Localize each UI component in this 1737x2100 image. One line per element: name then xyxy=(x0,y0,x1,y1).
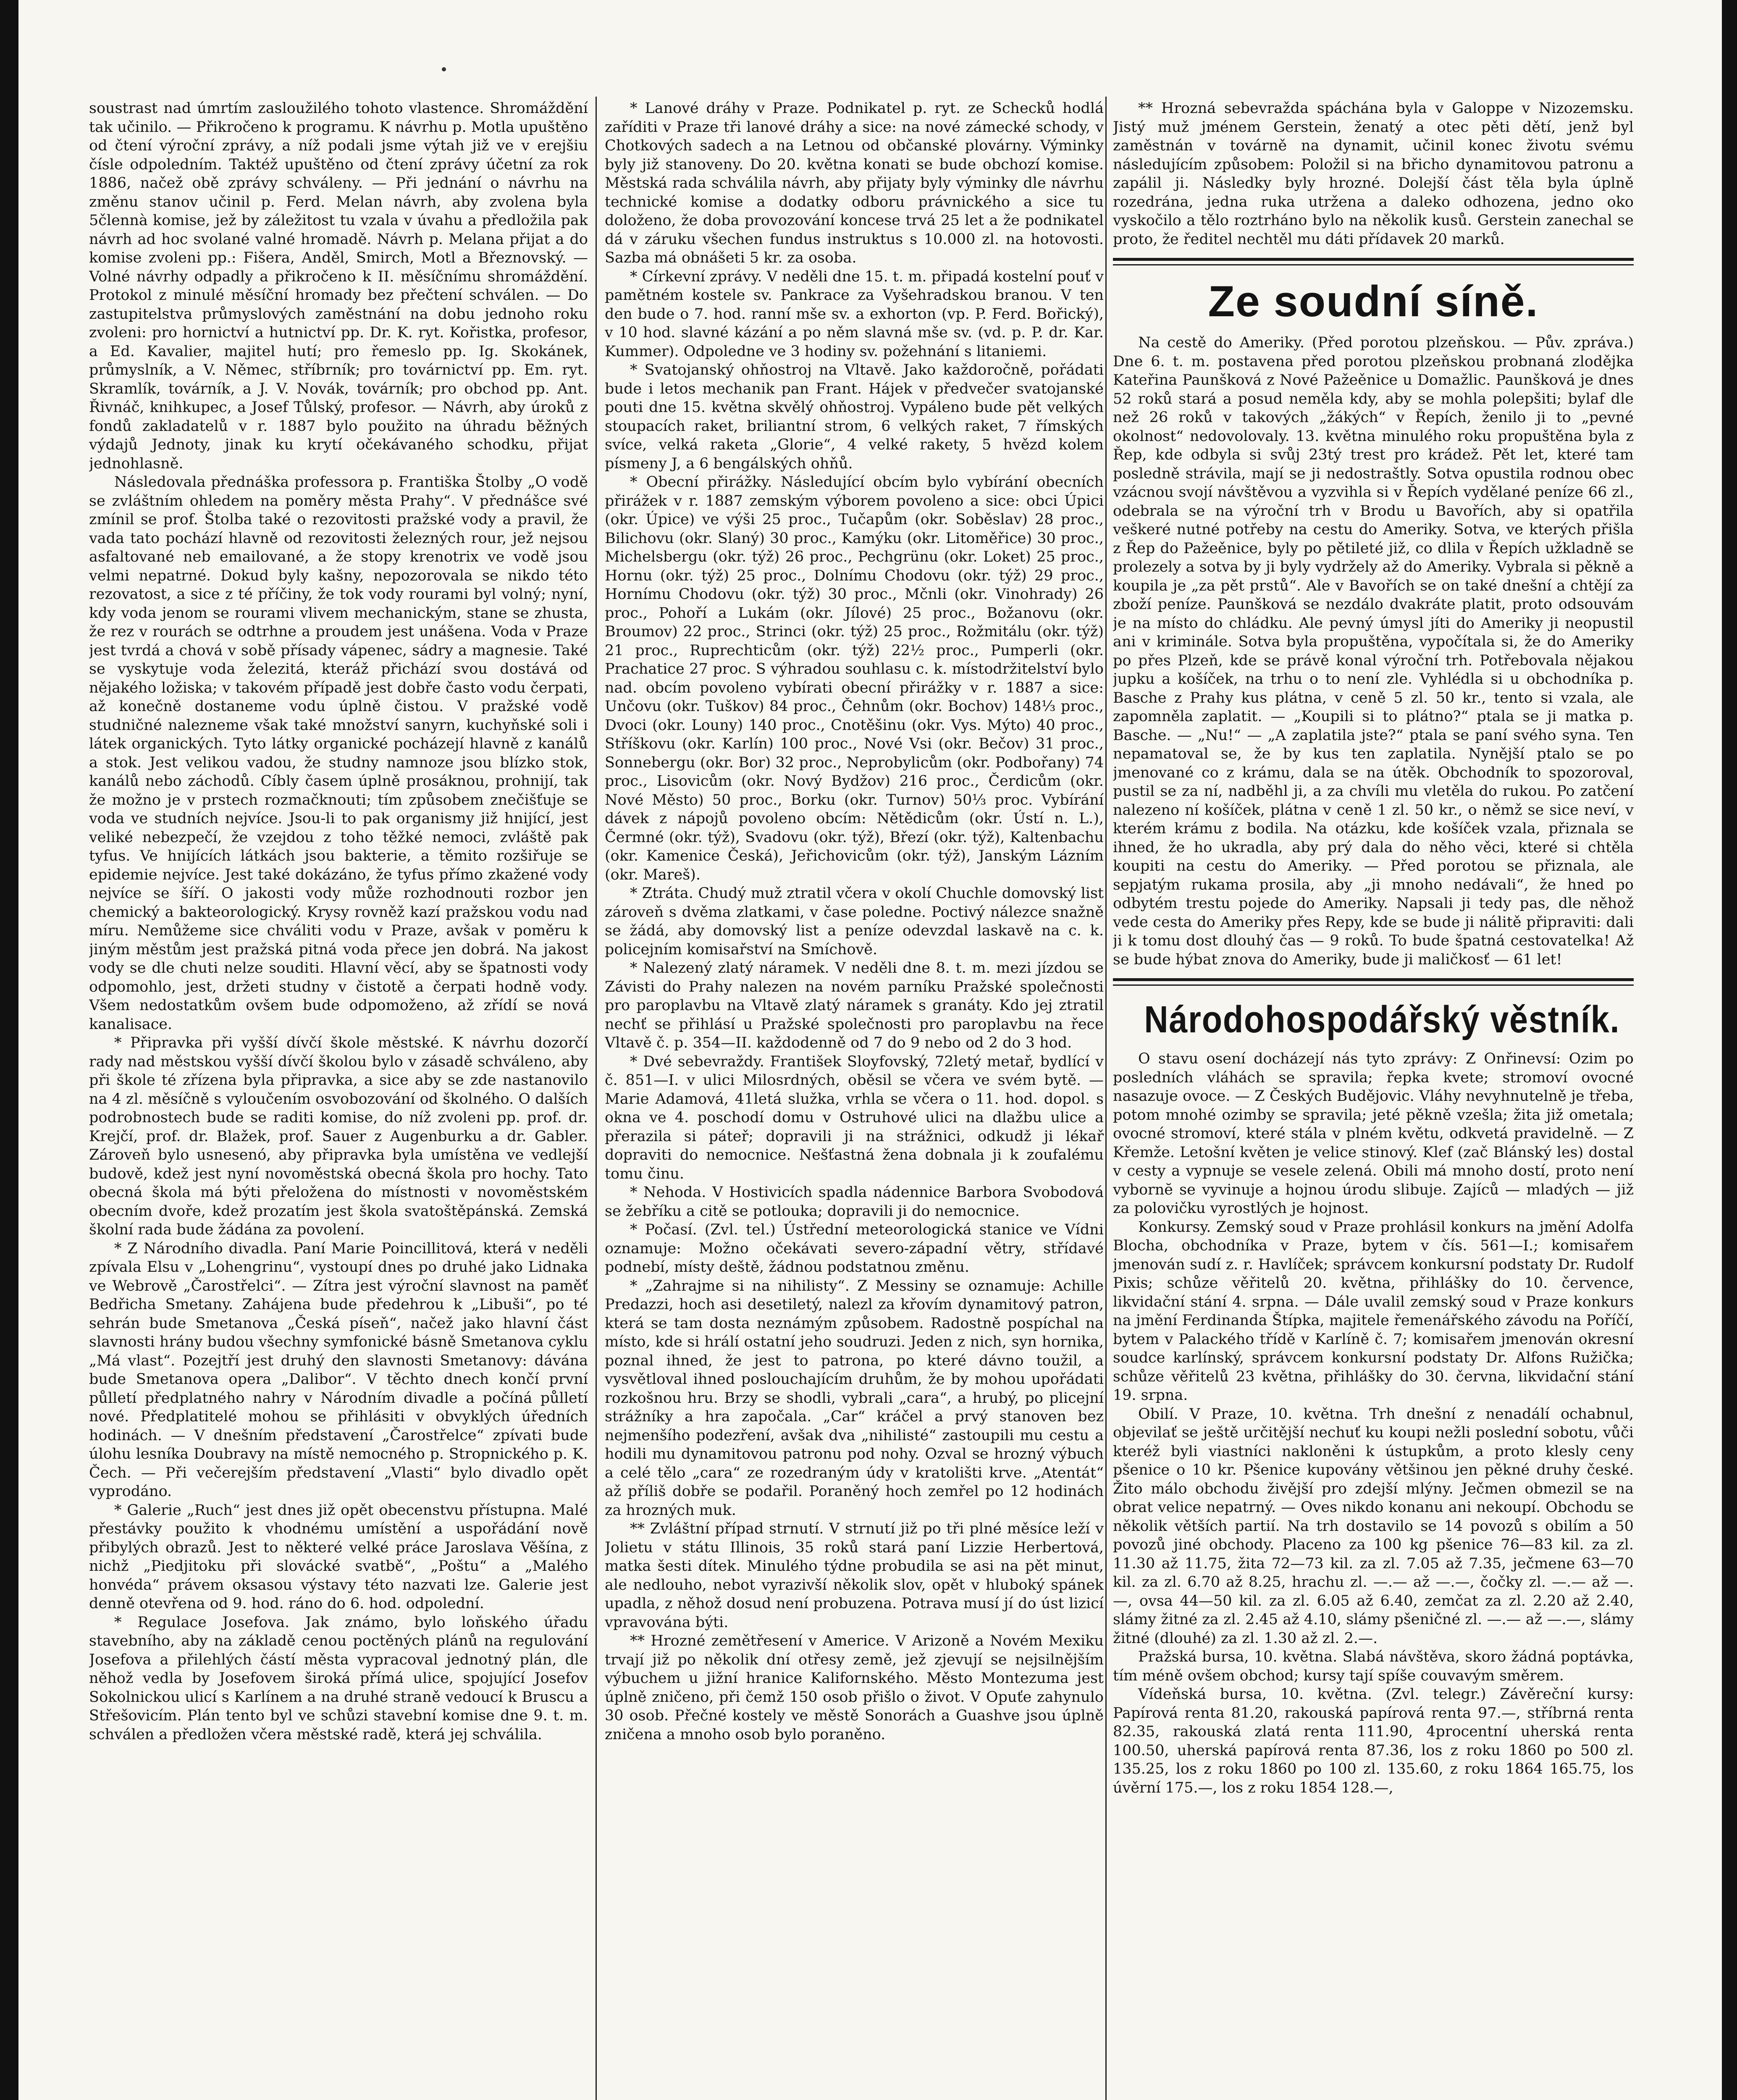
section-title-economy: Národohospodářský věstník. xyxy=(1144,999,1620,1041)
section-rule xyxy=(1113,978,1634,981)
section-rule xyxy=(1113,258,1634,261)
article-paragraph: * Nalezený zlatý náramek. V neděli dne 8. t. m. mezi jízdou se Závisti do Prahy nalezen na novém parníku Pražské společnosti pro paroplavbu na Vltavě zlatý náramek s granáty. Kdo jej ztratil nechť se přihlásí u Pražské společnosti pro paroplavbu na řece Vltavě č. p. 354—II. každodenně od 7 do 9 nebo od 2 do 3 hod. xyxy=(605,960,1104,1051)
column-rule-1 xyxy=(596,97,597,2100)
article-paragraph: Konkursy. Zemský soud v Praze prohlásil konkurs na jmění Adolfa Blocha, obchodníka v Praze, bytem v čís. 561—I.; komisařem jmenován sudí z. r. Havlíček; správcem konkursní podstaty Dr. Rudolf Pixis; schůze věřitelů 20. května, přihlášky do 10. července, likvidační stání 4. srpna. — Dále uvalil zemský soud v Praze konkurs na jmění Ferdinanda Štípka, majitele řemenářského závodu na Poříčí, bytem v Palackého třídě v Karlíně č. 7; komisařem jmenován okresní soudce karlínský, správcem konkursní podstaty Dr. Alfons Ružička; schůze věřitelů 23 května, přihlášky do 30. června, likvidační stání 19. srpna. xyxy=(1113,1218,1634,1404)
section-rule-thin xyxy=(1113,984,1634,986)
scan-speck xyxy=(442,67,446,71)
article-paragraph: * Ztráta. Chudý muž ztratil včera v okolí Chuchle domovský list zároveň s dvěma zlatkami, v čase poledne. Poctivý nálezce snažně se žádá, aby domovský list a peníze odevzdal laskavě na c. k. policejním komisařství na Smíchově. xyxy=(605,885,1104,958)
scan-edge-left xyxy=(0,0,18,2100)
column-middle xyxy=(605,99,1104,2100)
article-paragraph: Na cestě do Ameriky. (Před porotou plzeňskou. — Pův. zpráva.) Dne 6. t. m. postavena před porotou plzeňskou probnaná zlodějka Kateřina Paunšková z Nové Pažeěnice u Domažlic. Paunšková je dnes 52 roků stará a posud neměla kdy, aby se mohla polepšiti; bylaf dle než 26 roků v takových „žákých“ v Řepích, ženilo ji to „pevné okolnost“ nedovolovaly. 13. května minulého roku propuštěna byla z Řep, kde odbyla si svůj 23tý trest pro krádež. Pět let, které tam posledně strávila, mají se ji nedostraštly. Sotva opustila rodnou obec vzácnou svojí návštěvou a vyzvihla si v Řepích vydělané peníze 66 zl., odebrala se na výroční trh v Brodu u Bavořích, aby si opatřila veškeré nutné potřeby na cestu do Ameriky. Sotva, ve kterých přišla z Řep do Pažeěnice, byly po pětileté již, co dlila v Řepích užkladně se prolezely a sotva by ji byly vydržely až do Ameriky. Vybrala si pěkně a koupila je „za pět prstů“. Ale v Bavořích se on také dnešní a chtějí za zboží peníze. Paunšková se nezdálo dvakráte platit, proto odsouvám je na místo do chládku. Ale pevný úmysl jíti do Ameriky ji neopustil ani v kriminále. Sotva byla propuštěna, vypočítala si, že do Ameriky po přes Plzeň, kde se právě konal výroční trh. Potřebovala nějakou jupku a košíček, na trhu o to není zle. Vyhlédla si u obchodníka p. Basche z Prahy kus plátna, v ceně 5 zl. 50 kr., tento si vzala, ale zapomněla zaplatit. — „Koupili si to plátno?“ ptala se ji matka p. Basche. — „Nu!“ — „A zaplatila jste?“ ptala se paní svého syna. Ten nepamatoval se, že by kus ten zaplatila. Nynější ptalo se po jmenované co z krámu, dala se na útěk. Obchodník to spozoroval, pustil se za ní, nadběhl ji, a za chvíli mu vletěla do rukou. Po zatčení nalezeno ní košíček, plátna v ceně 1 zl. 50 kr., o němž se sice neví, v kterém krámu z bodila. Na otázku, kde košíček vzala, přiznala se ihned, že ho ukradla, aby prý dala do něho věci, které si chtěla koupiti na cestu do Ameriky. — Před porotou se přiznala, ale sepjatým rukama prosila, aby „ji mnoho nedávali“, že hned po odbytém trestu pojede do Ameriky. Napsali ji tedy pas, dle něhož vede cesta do Ameriky přes Repy, kde se bude ji nálitě připraviti: dali ji k tomu dost dlouhý čas — 9 roků. To bude špatná cestovatelka! Až se bude hýbat znova do Ameriky, bude ji maličkosť — 61 let! xyxy=(1113,334,1634,968)
section-title-court: Ze soudní síně. xyxy=(1208,277,1539,326)
article-paragraph: * Lanové dráhy v Praze. Podnikatel p. ryt. ze Schecků hodlá zaříditi v Praze tři lanové dráhy a sice: na nové zámecké schody, v Chotkových sadech a na Letnou od občanské plovárny. Výminky byly již stanoveny. Do 20. května konati se bude obchozí komise. Městská rada schválila návrh, aby přijaty byly výminky dle návrhu technické komise a dodatky odboru právnického a sice tu doloženo, že doba provozování koncese trvá 25 let a že podnikatel dá v záruku všechen fundus instruktus s 10.000 zl. na hotovosti. Sazba má obnášeti 5 kr. za osoba. xyxy=(605,100,1104,266)
article-paragraph: * Z Národního divadla. Paní Marie Poincillitová, která v neděli zpívala Elsu v „Lohengrinu“, vystoupí dnes po druhé jako Lidnaka ve Webrově „Čarostřelci“. — Zítra jest výroční slavnost na paměť Bedřicha Smetany. Zahájena bude předehrou k „Libuši“, po té sehrán bude Smetanova „Česká píseň“, načež jako hlavní část slavnosti hrány budou všechny symfonické básně Smetanova cyklu „Má vlast“. Pozejtří jest druhý den slavnosti Smetanovy: dávána bude Smetanova opera „Dalibor“. V těchto dnech končí první půlletí předplatného nahry v Národním divadle a počíná půlletí nové. Předplatitelé mohou se přihlásiti v obvyklých úředních hodinách. — V dnešním představení „Čarostřelce“ zpívati bude úlohu lesníka Doubravy na místě nemocného p. Stropnického p. K. Čech. — Při večerejším představení „Vlasti“ bylo divadlo opět vyprodáno. xyxy=(89,1240,588,1500)
article-paragraph: * Regulace Josefova. Jak známo, bylo loňského úřadu stavebního, aby na základě cenou poctěných plánů na regulování Josefova a přilehlých částí města vypracoval jednotný plán, dle něhož vedla by Josefovem široká přímá ulice, spojující Josefov Sokolnickou ulicí s Karlínem a na druhé straně vedoucí k Bruscu a Střešovicím. Plán tento byl ve schůzi stavební komise dne 9. t. m. schválen a předložen včera městské radě, která jej schválila. xyxy=(89,1614,588,1743)
article-paragraph: ** Hrozná sebevražda spáchána byla v Galoppe v Nizozemsku. Jistý muž jménem Gerstein, ženatý a otec pěti dětí, jenž byl zaměstnán v továrně na dynamit, učinil konec životu svému následujícím způsobem: Položil si na břicho dynamitovou patronu a zapálil ji. Následky byly hrozné. Dolejší část těla byla úplně rozedrána, jedna ruka utržena a daleko odhozena, jedno oko vyskočilo a tělo roztrháno bylo na několik kusů. Gerstein zanechal se proto, že ředitel nechtěl mu dáti přídavek 20 marků. xyxy=(1113,100,1634,248)
article-paragraph: Obilí. V Praze, 10. května. Trh dnešní z nenadálí ochabnul, objevilať se ještě určitější nechuť ku koupi nežli poslední sobotu, vůči kteréž byli viastníci nakloněni k ústupkům, a proto klesly ceny pšenice o 10 kr. Pšenice kupovány většinou jen pěkné druhy české. Žito málo obchodu živější pro zdejší mlýny. Ječmen obmezil se na obrat velice nepatrný. — Oves nikdo konanu ani nekoupí. Obchodu se několik větších partií. Na trh dostavilo se 14 povozů s obilím a 50 povozů jiné obchody. Placeno za 100 kg pšenice 76—83 kil. za zl. 11.30 až 11.75, žita 72—73 kil. za zl. 7.05 až 7.35, ječmene 63—70 kil. za zl. 6.70 až 8.25, hrachu zl. —.— až —.—, čočky zl. —.— až —.—, ovsa 44—50 kil. za zl. 6.05 až 6.40, zemčat za zl. 2.20 až 2.40, slámy žitné za zl. 2.45 až 4.10, slámy pšeničné zl. —.— až —.—, slámy žitné (dlouhé) za zl. 1.30 až zl. 2.—. xyxy=(1113,1405,1634,1647)
column-rule-2 xyxy=(1105,97,1107,2100)
article-paragraph: * Obecní přirážky. Následující obcím bylo vybírání obecních přirážek v r. 1887 zemským výborem povoleno a sice: obci Úpici (okr. Úpice) ve výši 25 proc., Tučapům (okr. Soběslav) 28 proc., Bilichovu (okr. Slaný) 30 proc., Kamýku (okr. Litoměřice) 30 proc., Michelsbergu (okr. týž) 26 proc., Pechgrünu (okr. Loket) 25 proc., Hornu (okr. týž) 25 proc., Dolnímu Chodovu (okr. týž) 29 proc., Hornímu Chodovu (okr. týž) 30 proc., Mčnli (okr. Vinohrady) 26 proc., Pohoří a Lukám (okr. Jílové) 25 proc., Božanovu (okr. Broumov) 22 proc., Strinci (okr. týž) 25 proc., Rožmitálu (okr. týž) 21 proc., Ruprechticům (okr. týž) 22½ proc., Pumperli (okr. Prachatice 27 proc. S výhradou souhlasu c. k. místodržitelství bylo nad. obcím povoleno vybírati obecní přirážky v r. 1887 a sice: Unčovu (okr. Tuškov) 84 proc., Čehnům (okr. Bochov) 148⅓ proc., Dvoci (okr. Louny) 140 proc., Cnotěšinu (okr. Vys. Mýto) 40 proc., Stříškovu (okr. Karlín) 100 proc., Nové Vsi (okr. Bečov) 31 proc., Sonnebergu (okr. Bor) 32 proc., Neprobylicům (okr. Podbořany) 74 proc., Lisovicům (okr. Nový Bydžov) 216 proc., Čerdicům (okr. Nové Město) 50 proc., Borku (okr. Turnov) 50⅓ proc. Vybírání dávek z nápojů povoleno obcím: Nětědicům (okr. Ústí n. L.), Čermné (okr. týž), Svadovu (okr. týž), Březí (okr. týž), Kaltenbachu (okr. Kamenice Česká), Jeřichovicům (okr. týž), Janským Lázním (okr. Mareš). xyxy=(605,474,1104,883)
article-paragraph: * Dvé sebevraždy. František Sloyfovský, 72letý metař, bydlící v č. 851—I. v ulici Milosrdných, oběsil se včera ve svém bytě. — Marie Adamová, 41letá služka, vrhla se včera o 11. hod. dopol. s okna ve 4. poschodí domu v Ostruhové ulici na dlažbu ulice a přerazila si páteř; dopravili ji na strážnici, odkudž ji lékař dopraviti do nemocnice. Nešťastná žena dobnala ji k zoufalému tomu činu. xyxy=(605,1053,1104,1182)
article-paragraph: * Galerie „Ruch“ jest dnes již opět obecenstvu přístupna. Malé přestávky použito k vhodnému umístění a uspořádání nově přibylých obrazů. Jest to některé velké práce Jaroslava Věšína, z nichž „Piedjitoku při slovácké svatbě“, „Poštu“ a „Malého honvéda“ právem oksasou výstavy této nazvati lze. Galerie jest denně otevřena od 9. hod. ráno do 6. hod. odpolední. xyxy=(89,1502,588,1612)
article-paragraph: * Svatojanský ohňostroj na Vltavě. Jako každoročně, pořádati bude i letos mechanik pan Frant. Hájek v předvečer svatojanské pouti dne 15. května skvělý ohňostroj. Vypáleno bude pět velkých stoupacích raket, briliantní strom, 6 velkých raket, 7 římských svíce, velká raketa „Glorie“, 4 velké rakety, 5 hvězd kolem písmeny J, a 6 bengálských ohňů. xyxy=(605,362,1104,472)
scan-edge-right xyxy=(1722,0,1737,2100)
article-paragraph: soustrast nad úmrtím zasloužilého tohoto vlastence. Shromáždění tak učinilo. — Přikročeno k programu. K návrhu p. Motla upuštěno od čtení výroční zprávy, a níž podali jsme výtah již ve v erejšiu čísle odpoledním. Taktéž upuštěno od čtení zprávy účetní za rok 1886, načež obě zprávy schváleny. — Při jednání o návrhu na změnu stanov učinil p. Ferd. Melan návrh, aby zvolena byla 5člennà komise, jež by záležitost tu vzala v úvahu a předložila pak návrh ad hoc svolané valné hromadě. Návrh p. Melana přijat a do komise zvoleni pp.: Fišera, Anděl, Smirch, Motl a Březnovský. — Volné návrhy odpadly a přikročeno k II. měsíčnímu shromáždění. Protokol z minulé měsíční hromady bez přečtení schválen. — Do zastupitelstva průmyslových zaměstnání na dobu jednoho roku zvoleni: pro hornictví a hutnictví pp. Dr. K. ryt. Kořistka, profesor, a Ed. Kavalier, majitel hutí; pro řemeslo pp. Ig. Skokánek, průmyslník, a V. Němec, stříbrník; pro továrnictví pp. Em. ryt. Skramlík, továrník, a J. V. Novák, továrník; pro obchod pp. Ant. Řivnáč, knihkupec, a Josef Tůlský, profesor. — Návrh, aby úroků z fondů zakladatelů v r. 1887 bylo použito na úhradu běžných výdajů Jednoty, jinak ku krytí očekávaného schodku, přijat jednohlasně. xyxy=(89,100,588,472)
article-paragraph: Následovala přednáška professora p. Františka Štolby „O vodě se zvláštním ohledem na poměry města Prahy“. V přednášce své zmínil se prof. Štolba také o rezovitosti pražské vody a pravil, že vada tato pochází hlavně od rezovitosti železných rour, jež nejsou asfaltované neb emailované, a že stopy krenotrix ve vodě jsou velmi nepatrné. Dokud byly kašny, nepozorovala se nikdo této rezovatost, a sice z té příčiny, že tok vody rourami byl volný; nyní, kdy voda jenom se rourami vlivem mechanickým, stane se zhusta, že rez v rourách se odtrhne a proudem jest unášena. Voda v Praze jest tvrdá a chová v sobě přísady vápenec, sádry a magnesie. Také se vyskytuje voda železitá, kteráž přichází svou dostává od nějakého ložiska; v takovém případě jest dobře často vodu čerpati, až konečně dostaneme vodu úplně čistou. V pražské vodě studničné nalezneme však také množství sanyrn, kuchyňské soli i látek organických. Tyto látky organické pocházejí hlavně z kanálů a stok. Jest velikou vadou, že studny namnoze jsou blízko stok, kanálů nebo záchodů. Cíbly časem úplně prosáknou, prohnijí, tak že možno je v prstech rozmačknouti; tím způsobem znečišťuje se voda ve studních nejvíce. Jsou-li to pak organismy již hnijící, jest veliké nebezpečí, že vzejdou z toho těžké nemoci, zvláště pak tyfus. Ve hnijících látkách jsou bakterie, a těmito rozšiřuje se epidemie nejvíce. Jest také dokázáno, že tyfus přímo zkažené vody nejvíce se šíří. O jakosti vody může rozhodnouti rozbor jen chemický a bakteorologický. Krysy rovněž kazí pražskou vodu nad míru. Nemůžeme sice chváliti vodu v Praze, avšak v poměru k jiným městům jest pražská pitná voda přece jen dobrá. Na jakost vody se dle chuti nelze souditi. Hlavní věcí, aby se špatnosti vody odpomohlo, jest, držeti studny v čistotě a čerpati hodně vody. Všem nedostatkům ovšem bude odpomoženo, až zřídí se nová kanalisace. xyxy=(89,474,588,1033)
article-paragraph: * Připravka při vyšší dívčí škole městské. K návrhu dozorčí rady nad městskou vyšší dívčí školou bylo v zásadě schváleno, aby při škole té zřízena byla připravka, a sice aby se zde nastanovilo na 4 zl. měsíčně s vyloučením osvobozování od školného. O dalších podrobnostech bude se raditi komise, do níž zvoleni pp. prof. dr. Krejčí, prof. dr. Blažek, prof. Sauer z Augenburku a dr. Gabler. Zároveň bylo usnesenó, aby připravka byla umístěna ve vedlejší budově, kdež jest nyní novoměstská obecná škola pro hochy. Tato obecná škola má býti přeložena do místnosti v novoměstském obecním dvoře, kdež prozatím jest škola svatoštěpánská. Zemská školní rada bude žádána za povolení. xyxy=(89,1034,588,1238)
section-rule-thin xyxy=(1113,264,1634,265)
article-paragraph: Vídeňská bursa, 10. května. (Zvl. telegr.) Závěreční kursy: Papírová renta 81.20, rakouská papírová renta 97.—, stříbrná renta 82.35, rakouská zlatá renta 111.90, 4procentní uherská renta 100.50, uherská papírová renta 87.36, los z roku 1860 po 500 zl. 135.25, los z roku 1860 po 100 zl. 135.60, z roku 1864 165.75, los úvěrní 175.—, los z roku 1854 128.—, xyxy=(1113,1686,1634,1796)
article-paragraph: * Počasí. (Zvl. tel.) Ústřední meteorologická stanice ve Vídni oznamuje: Možno očekávati severo-západní větry, střídavé podnebí, místy deště, žádnou podstatnou změnu. xyxy=(605,1221,1104,1276)
article-paragraph: O stavu osení docházejí nás tyto zprávy: Z Onřinevsí: Ozim po posledních vláhách se spravila; řepka kvete; stromoví ovocné nasazuje ovoce. — Z Českých Budějovic. Vláhy nevyhnutelně je třeba, potom mnohé ozimby se spravila; jeté pěkně vzešla; žita již ometala; ovocné stromoví, které stála v plném květu, odkvetá pravidelně. — Z Křemže. Letošní květen je velice stinový. Klef (zač Blánský les) dostal v cesty a vypnuje se vesele zelená. Obili má mnoho dostí, proto není vybornĕ se vyvinuje a hojnou úrodu slibuje. Zajíců — mladých — již za polovičku vyrostlých je hojnost. xyxy=(1113,1050,1634,1217)
column-right xyxy=(1113,99,1634,2100)
article-paragraph: * Církevní zprávy. V neděli dne 15. t. m. připadá kostelní pouť v pamětném kostele sv. Pankrace za Vyšehradskou branou. V ten den bude o 7. hod. ranní mše sv. a exhorton (vp. P. Ferd. Bořický), v 10 hod. slavné kázání a po něm slavná mše sv. (vd. p. P. dr. Kar. Kummer). Odpoledne ve 3 hodiny sv. požehnání s litaniemi. xyxy=(605,268,1104,360)
article-paragraph: Pražská bursa, 10. května. Slabá návštěva, skoro žádná poptávka, tím méně ovšem obchod; kursy tají spíše couvavým směrem. xyxy=(1113,1648,1634,1684)
column-left xyxy=(89,99,588,2100)
article-paragraph: * Nehoda. V Hostivicích spadla nádennice Barbora Svobodová se žebříku a citě se potlouka; dopravili ji do nemocnice. xyxy=(605,1184,1104,1220)
article-paragraph: ** Zvláštní případ strnutí. V strnutí již po tři plné měsíce leží v Jolietu v státu Illinois, 35 roků stará paní Lizzie Herbertová, matka šesti dítek. Minulého týdne probudila se asi na pět minut, ale nedlouho, nebot vyrazivší několik slov, opět v hluboký spánek upadla, z něhož dosud není probuzena. Potrava musí jí do úst lizicí vpravována býti. xyxy=(605,1520,1104,1631)
article-paragraph: * „Zahrajme si na nihilisty“. Z Messiny se oznamuje: Achille Predazzi, hoch asi desetiletý, nalezl za křovím dynamitový patron, která se tam dosta neznámým způsobem. Radostně pospíchal na místo, kde si hrálí ostatní jeho soudruzi. Jeden z nich, syn hornika, poznal ihned, že jest to patrona, po které dávno toužil, a vysvětloval ihned poslouchajícím druhům, že by mohou upořádati rozkošnou hru. Brzy se shodli, vybrali „cara“, a hrubý, po plicejní strážníky a hra započala. „Car“ kráčel a prvý stanoven bez nejmenšího podezření, avšak dva „nihilisté“ zastoupili mu cestu a hodili mu dynamitovou patronu pod nohy. Ozval se hrozný výbuch a celé tělo „cara“ ze rozedraným údy v kratolišti krve. „Atentát“ až příliš dobře se podařil. Poraněný hoch zemřel po 12 hodinách za hrozných muk. xyxy=(605,1277,1104,1519)
article-paragraph: ** Hrozné zemětřesení v Americe. V Arizoně a Novém Mexiku trvají již po několik dní otřesy země, jež zjevují se nejsilnějším výbuchem u jižní hranice Kalifornského. Město Montezuma jest úplně zničeno, při čemž 150 osob přišlo o život. V Opuťe zahynulo 30 osob. Přečné kostely ve městě Sonorách a Guashve jsou úplně zničena a mnoho osob bylo poraněno. xyxy=(605,1633,1104,1743)
